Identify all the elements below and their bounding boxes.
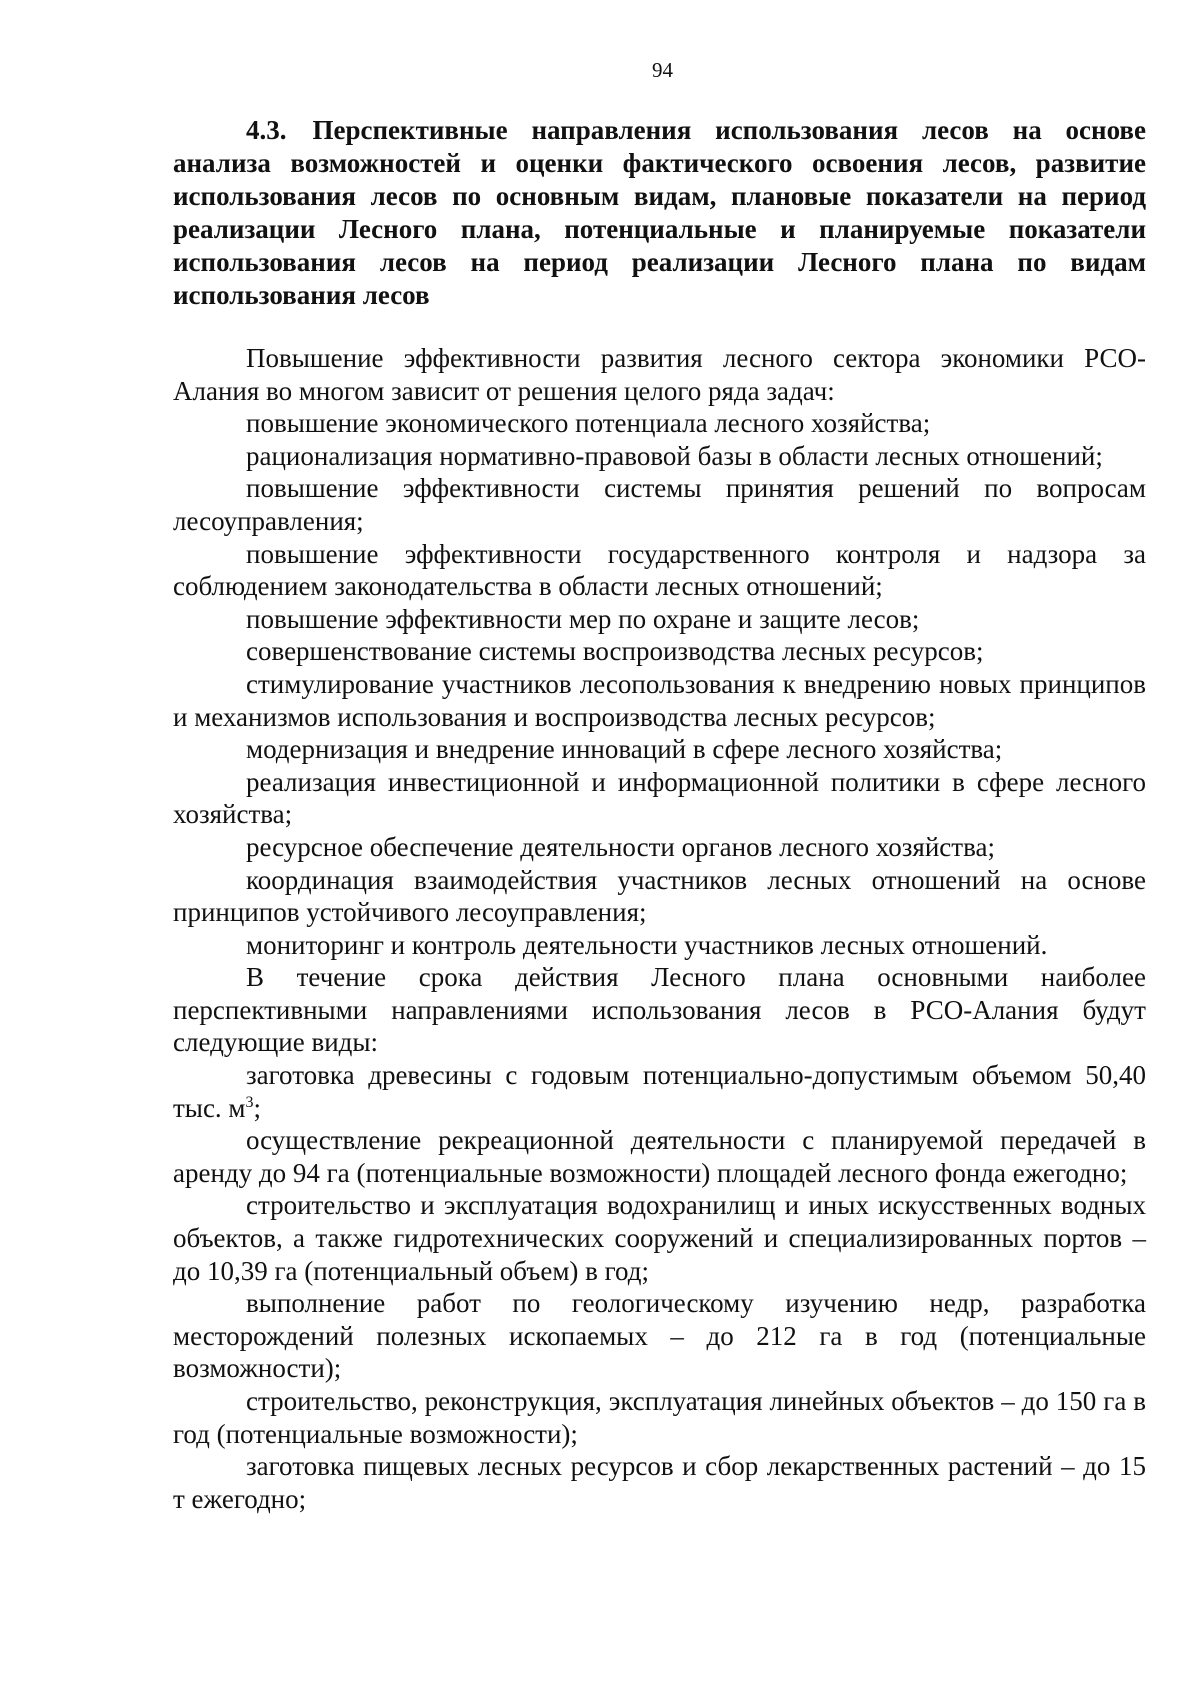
superscript-3: 3 bbox=[245, 1093, 254, 1111]
timber-text: заготовка древесины с годовым потенциально-допустимым объемом 50,40 тыс. м bbox=[173, 1060, 1146, 1123]
section-number: 4.3. bbox=[246, 115, 287, 145]
list-item: реализация инвестиционной и информационной политики в сфере лесного хозяйства; bbox=[173, 766, 1146, 830]
list-item: стимулирование участников лесопользования к внедрению новых принципов и механизмов использования и воспроизводства лесных ресурсов; bbox=[173, 668, 1146, 732]
list-item: совершенствование системы воспроизводства лесных ресурсов; bbox=[246, 636, 984, 667]
list-item: ресурсное обеспечение деятельности органов лесного хозяйства; bbox=[246, 831, 995, 862]
list-item-timber bbox=[173, 1059, 1146, 1124]
page-number: 94 bbox=[652, 58, 673, 82]
timber-end: ; bbox=[253, 1092, 262, 1123]
list-item: мониторинг и контроль деятельности участников лесных отношений. bbox=[246, 929, 1048, 960]
list-item: повышение экономического потенциала лесного хозяйства; bbox=[246, 408, 931, 439]
list-item: заготовка пищевых лесных ресурсов и сбор лекарственных растений – до 15 т ежегодно; bbox=[173, 1451, 1146, 1514]
list-item: модернизация и внедрение инноваций в сфере лесного хозяйства; bbox=[246, 734, 1003, 765]
section-title: Перспективные направления использования лесов на основе анализа возможностей и оценки фактического освоения лесов, развитие использования лесов по основным видам, плановые показатели на период реализации Лесного плана, потенциальные и планируемые показатели использования лесов на период реализации Лесного плана по видам использования лесов bbox=[173, 115, 1146, 310]
list-item: осуществление рекреационной деятельности с планируемой передачей в аренду до 94 га (потенциальные возможности) площадей лесного фонда ежегодно; bbox=[173, 1125, 1146, 1188]
list-item: повышение эффективности мер по охране и защите лесов; bbox=[246, 603, 920, 634]
list-item: строительство и эксплуатация водохранилищ и иных искусственных водных объектов, а также гидротехнических сооружений и специализированных портов – до 10,39 га (потенциальный объем) в год; bbox=[173, 1190, 1146, 1286]
list-item: выполнение работ по геологическому изучению недр, разработка месторождений полезных ископаемых – до 212 га в год (потенциальные возможности); bbox=[173, 1288, 1146, 1384]
paragraph-directions: В течение срока действия Лесного плана основными наиболее перспективными направлениями использования лесов в РСО-Алания будут следующие виды: bbox=[173, 962, 1146, 1058]
list-item: повышение эффективности системы принятия решений по вопросам лесоуправления; bbox=[173, 473, 1146, 536]
body-text bbox=[173, 342, 1146, 1515]
paragraph-intro: Повышение эффективности развития лесного сектора экономики РСО-Алания во многом зависит от решения целого ряда задач: bbox=[173, 343, 1146, 406]
list-item: повышение эффективности государственного контроля и надзора за соблюдением законодательства в области лесных отношений; bbox=[173, 538, 1146, 602]
list-item: рационализация нормативно-правовой базы в области лесных отношений; bbox=[246, 440, 1103, 471]
list-item: координация взаимодействия участников лесных отношений на основе принципов устойчивого лесоуправления; bbox=[173, 864, 1146, 928]
page-content bbox=[173, 114, 1146, 1515]
section-heading bbox=[173, 114, 1146, 312]
list-item: строительство, реконструкция, эксплуатация линейных объектов – до 150 га в год (потенциальные возможности); bbox=[173, 1386, 1146, 1449]
